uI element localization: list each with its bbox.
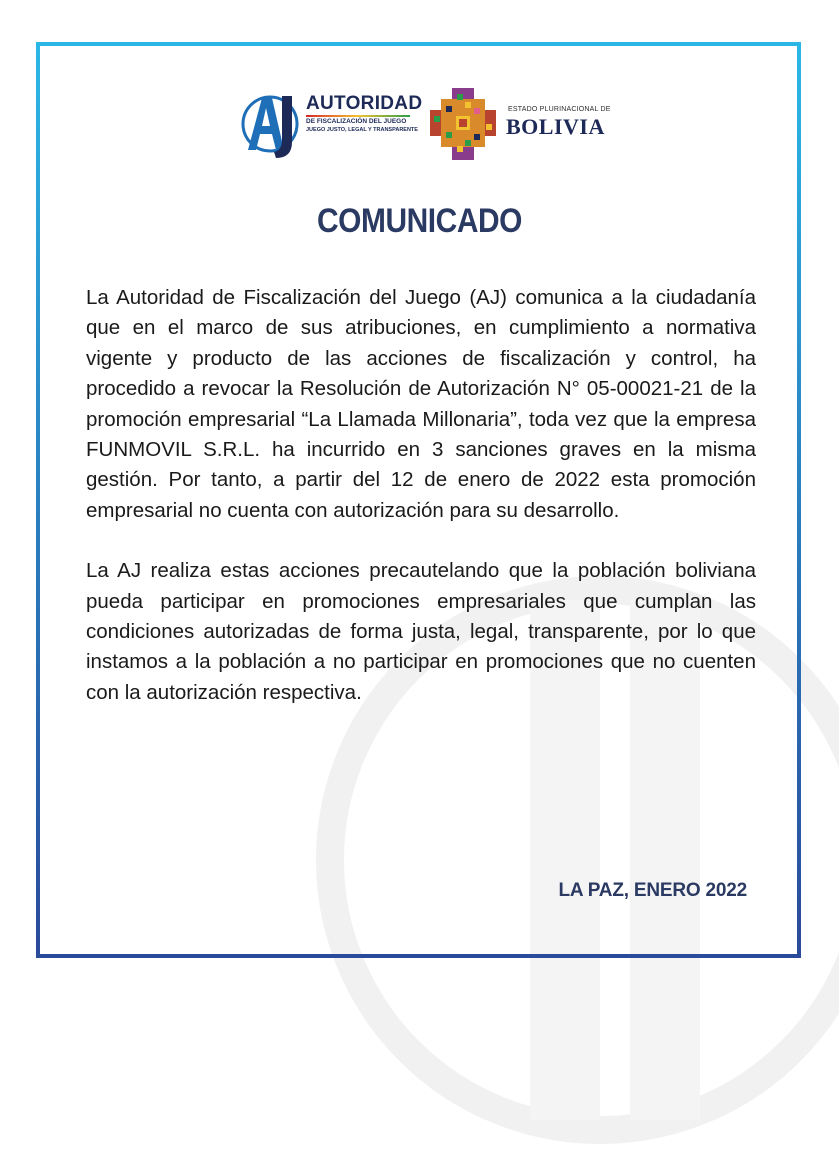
document-body xyxy=(86,283,756,738)
bolivia-chakana-icon xyxy=(430,88,496,160)
bolivia-logo-big: BOLIVIA xyxy=(506,114,605,139)
bolivia-logo-small: ESTADO PLURINACIONAL DE xyxy=(508,106,611,113)
aj-logo-tagline: JUEGO JUSTO, LEGAL Y TRANSPARENTE xyxy=(306,127,418,133)
header-logos xyxy=(238,86,610,164)
document-footer: LA PAZ, ENERO 2022 xyxy=(558,880,747,901)
paragraph-2: La AJ realiza estas acciones precautelando que la población boliviana pueda participar en promociones empresariales que cumplan las condiciones autorizadas de forma justa, legal, transparente, por lo que instamos a la población a no participar en promociones que no cuenten con la autorización respectiva. xyxy=(86,559,756,704)
aj-emblem-icon xyxy=(238,86,302,164)
paragraph-1: La Autoridad de Fiscalización del Juego (AJ) comunica a la ciudadanía que en el marco de sus atribuciones, en cumplimiento a normativa vigente y producto de las acciones de fiscalización y control, ha procedido a revocar la Resolución de Autorización N° 05-00021-21 de la promoción empresarial “La Llamada Millonaria”, toda vez que la empresa FUNMOVIL S.R.L. ha incurrido en 3 sanciones graves en la misma gestión. Por tanto, a partir del 12 de enero de 2022 esta promoción empresarial no cuenta con autorización para su desarrollo. xyxy=(86,286,756,522)
aj-logo-bar xyxy=(306,115,410,117)
document-title: COMUNICADO xyxy=(316,202,523,240)
aj-logo-title: AUTORIDAD xyxy=(306,93,423,114)
bolivia-logo xyxy=(430,86,610,164)
aj-logo-subtitle: DE FISCALIZACIÓN DEL JUEGO xyxy=(306,118,407,125)
aj-logo xyxy=(238,86,423,164)
